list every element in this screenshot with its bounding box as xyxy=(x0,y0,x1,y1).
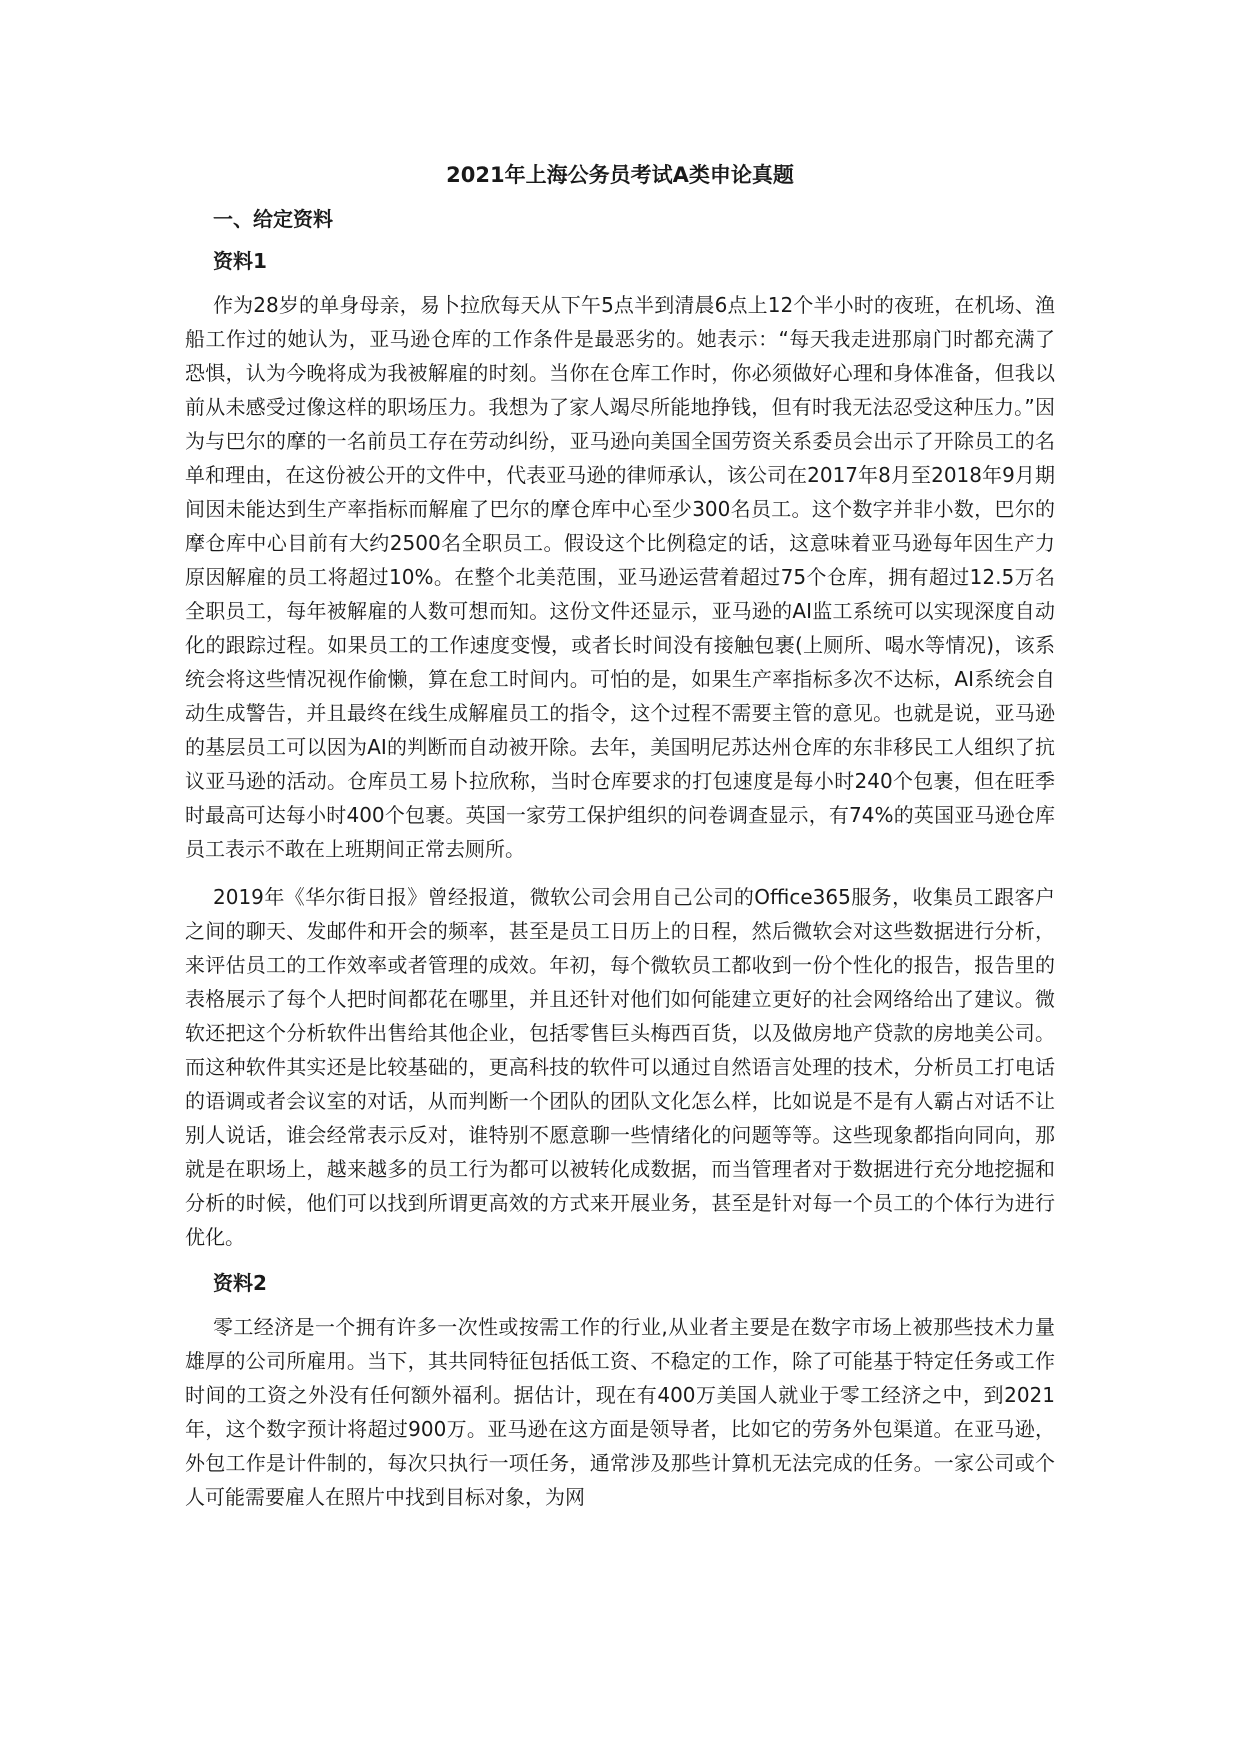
material-1-heading: 资料1 xyxy=(213,249,267,273)
material-2-paragraph-1: 零工经济是一个拥有许多一次性或按需工作的行业,从业者主要是在数字市场上被那些技术力量雄厚的公司所雇用。当下，其共同特征包括低工资、不稳定的工作，除了可能基于特定任务或工作时间的工资之外没有任何额外福利。据估计，现在有400万美国人就业于零工经济之中，到2021年，这个数字预计将超过900万。亚马逊在这方面是领导者，比如它的劳务外包渠道。在亚马逊，外包工作是计件制的，每次只执行一项任务，通常涉及那些计算机无法完成的任务。一家公司或个人可能需要雇人在照片中找到目标对象，为网 xyxy=(185,1315,1055,1509)
document-title: 2021年上海公务员考试A类申论真题 xyxy=(446,163,794,187)
section-heading: 一、给定资料 xyxy=(213,207,333,231)
material-1-paragraph-1: 作为28岁的单身母亲，易卜拉欣每天从下午5点半到清晨6点上12个半小时的夜班，在机场、渔船工作过的她认为，亚马逊仓库的工作条件是最恶劣的。她表示：“每天我走进那扇门时都充满了恐惧，认为今晚将成为我被解雇的时刻。当你在仓库工作时，你必须做好心理和身体准备，但我以前从未感受过像这样的职场压力。我想为了家人竭尽所能地挣钱，但有时我无法忍受这种压力。”因为与巴尔的摩的一名前员工存在劳动纠纷，亚马逊向美国全国劳资关系委员会出示了开除员工的名单和理由，在这份被公开的文件中，代表亚马逊的律师承认，该公司在2017年8月至2018年9月期间因未能达到生产率指标而解雇了巴尔的摩仓库中心至少300名员工。这个数字并非小数，巴尔的摩仓库中心目前有大约2500名全职员工。假设这个比例稳定的话，这意味着亚马逊每年因生产力原因解雇的员工将超过10%。在整个北美范围，亚马逊运营着超过75个仓库，拥有超过12.5万名全职员工，每年被解雇的人数可想而知。这份文件还显示，亚马逊的AI监工系统可以实现深度自动化的跟踪过程。如果员工的工作速度变慢，或者长时间没有接触包裹(上厕所、喝水等情况)，该系统会将这些情况视作偷懒，算在怠工时间内。可怕的是，如果生产率指标多次不达标，AI系统会自动生成警告，并且最终在线生成解雇员工的指令，这个过程不需要主管的意见。也就是说，亚马逊的基层员工可以因为AI的判断而自动被开除。去年，美国明尼苏达州仓库的东非移民工人组织了抗议亚马逊的活动。仓库员工易卜拉欣称，当时仓库要求的打包速度是每小时240个包裹，但在旺季时最高可达每小时400个包裹。英国一家劳工保护组织的问卷调查显示，有74%的英国亚马逊仓库员工表示不敢在上班期间正常去厕所。 xyxy=(185,293,1055,861)
material-1-paragraph-2: 2019年《华尔街日报》曾经报道，微软公司会用自己公司的Office365服务，收集员工跟客户之间的聊天、发邮件和开会的频率，甚至是员工日历上的日程，然后微软会对这些数据进行分析，来评估员工的工作效率或者管理的成效。年初，每个微软员工都收到一份个性化的报告，报告里的表格展示了每个人把时间都花在哪里，并且还针对他们如何能建立更好的社会网络给出了建议。微软还把这个分析软件出售给其他企业，包括零售巨头梅西百货，以及做房地产贷款的房地美公司。而这种软件其实还是比较基础的，更高科技的软件可以通过自然语言处理的技术，分析员工打电话的语调或者会议室的对话，从而判断一个团队的团队文化怎么样，比如说是不是有人霸占对话不让别人说话，谁会经常表示反对，谁特别不愿意聊一些情绪化的问题等等。这些现象都指向同向，那就是在职场上，越来越多的员工行为都可以被转化成数据，而当管理者对于数据进行充分地挖掘和分析的时候，他们可以找到所谓更高效的方式来开展业务，甚至是针对每一个员工的个体行为进行优化。 xyxy=(185,885,1055,1249)
document-page xyxy=(185,160,1055,1528)
material-2-heading: 资料2 xyxy=(213,1271,267,1295)
